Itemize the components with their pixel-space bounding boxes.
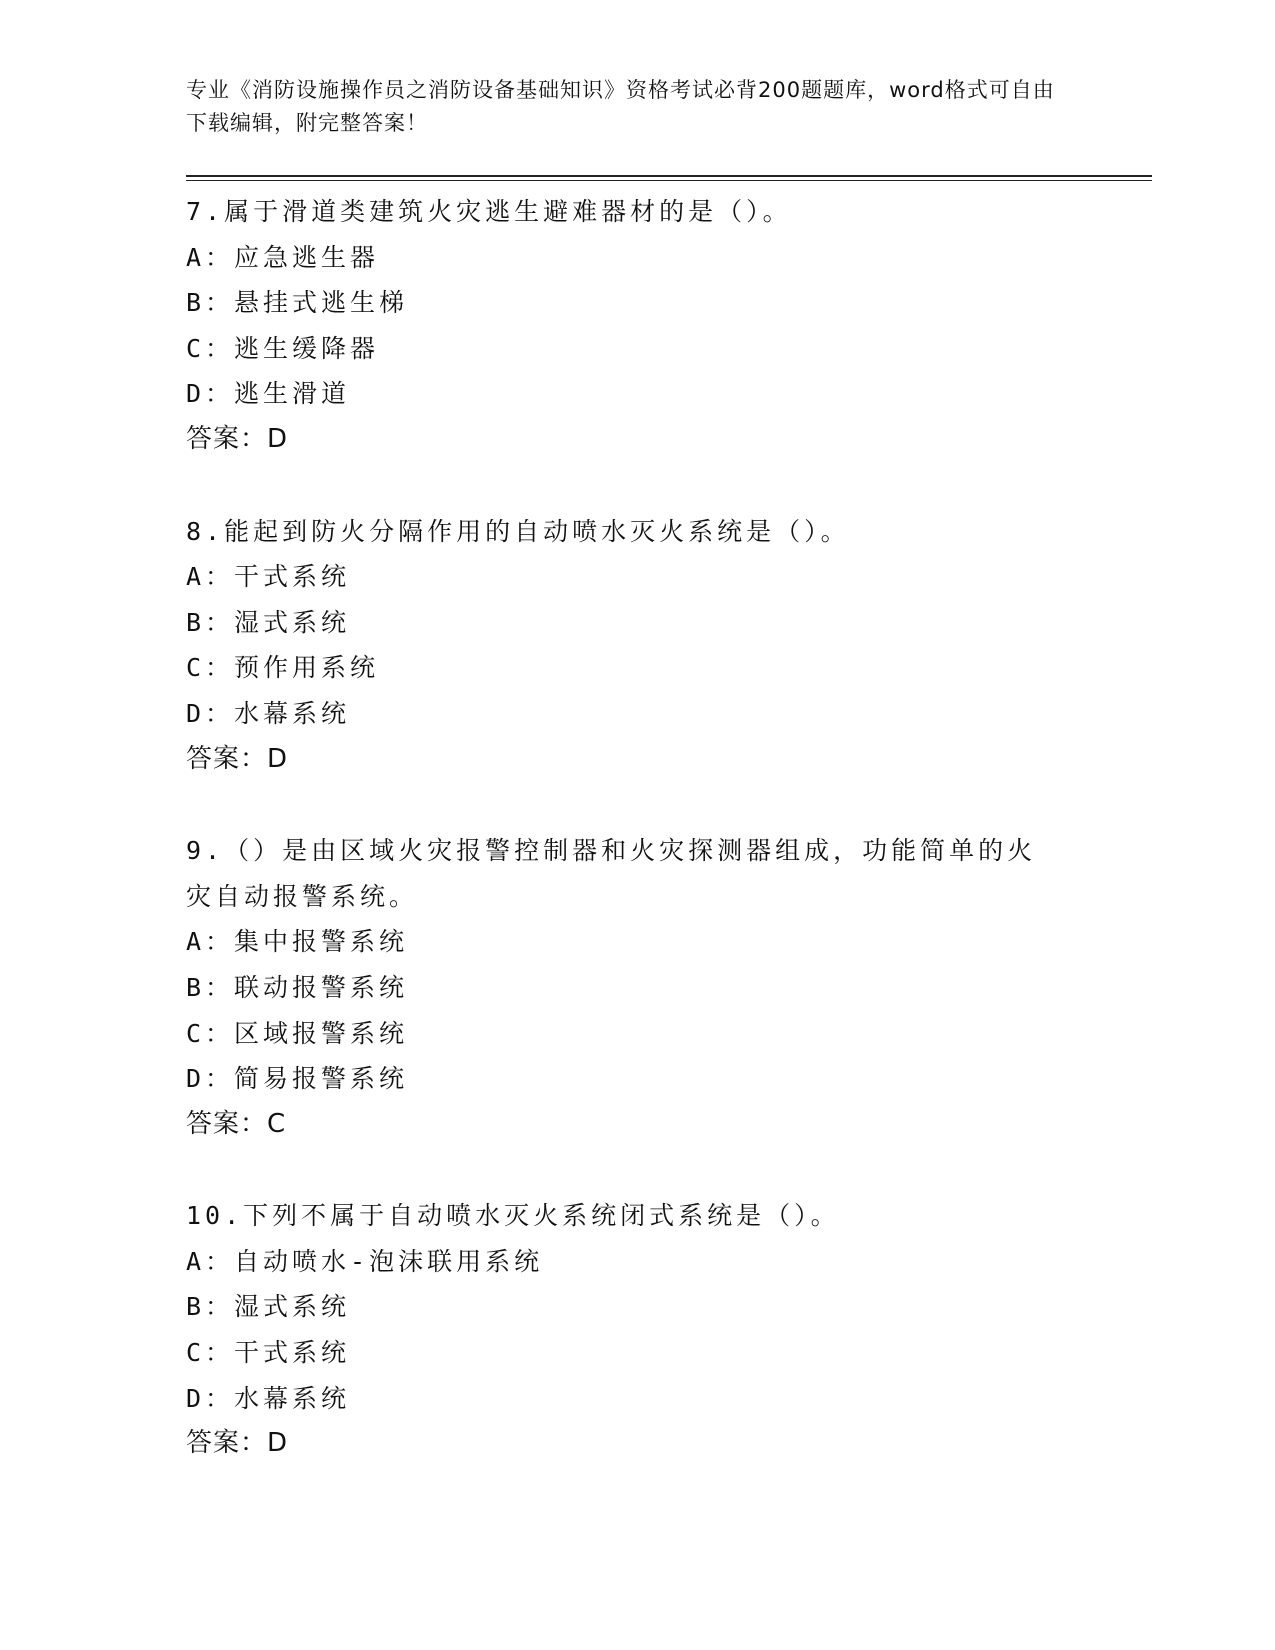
option-c: C：干式系统 xyxy=(186,1338,351,1368)
option-d: D：水幕系统 xyxy=(186,1383,351,1413)
header-divider-thin xyxy=(186,180,1152,181)
document-header: 专业《消防设施操作员之消防设备基础知识》资格考试必背200题题库，word格式可自由下载编辑，附完整答案！ xyxy=(186,78,1055,135)
answer-line: 答案：D xyxy=(186,1428,289,1459)
question-gap xyxy=(186,1147,1086,1193)
question-7 xyxy=(186,189,1086,463)
question-stem: 8.能起到防火分隔作用的自动喷水灭火系统是（）。 xyxy=(186,516,850,546)
question-8 xyxy=(186,509,1086,783)
option-d: D：逃生滑道 xyxy=(186,379,351,409)
option-c: C：预作用系统 xyxy=(186,653,380,683)
option-a: A：应急逃生器 xyxy=(186,242,380,272)
question-gap xyxy=(186,782,1086,828)
answer-line: 答案：C xyxy=(186,1108,287,1139)
question-stem: 9.（）是由区域火灾报警控制器和火灾探测器组成，功能简单的火灾自动报警系统。 xyxy=(186,836,1037,911)
option-b: B：联动报警系统 xyxy=(186,972,409,1002)
option-c: C：逃生缓降器 xyxy=(186,333,380,363)
question-gap xyxy=(186,463,1086,509)
answer-line: 答案：D xyxy=(186,423,289,454)
option-d: D：水幕系统 xyxy=(186,698,351,728)
option-a: A：干式系统 xyxy=(186,562,351,592)
question-list xyxy=(186,189,1086,1467)
option-a: A：集中报警系统 xyxy=(186,927,409,957)
question-stem: 10.下列不属于自动喷水灭火系统闭式系统是（）。 xyxy=(186,1201,840,1231)
answer-line: 答案：D xyxy=(186,743,289,774)
header-divider-thick xyxy=(186,175,1152,177)
option-a: A：自动喷水-泡沫联用系统 xyxy=(186,1246,544,1276)
option-b: B：悬挂式逃生梯 xyxy=(186,288,409,318)
question-10 xyxy=(186,1193,1086,1467)
option-b: B：湿式系统 xyxy=(186,1292,351,1322)
option-b: B：湿式系统 xyxy=(186,607,351,637)
question-stem: 7.属于滑道类建筑火灾逃生避难器材的是（）。 xyxy=(186,197,792,226)
question-9 xyxy=(186,828,1086,1147)
option-c: C：区域报警系统 xyxy=(186,1018,409,1048)
option-d: D：简易报警系统 xyxy=(186,1064,409,1094)
